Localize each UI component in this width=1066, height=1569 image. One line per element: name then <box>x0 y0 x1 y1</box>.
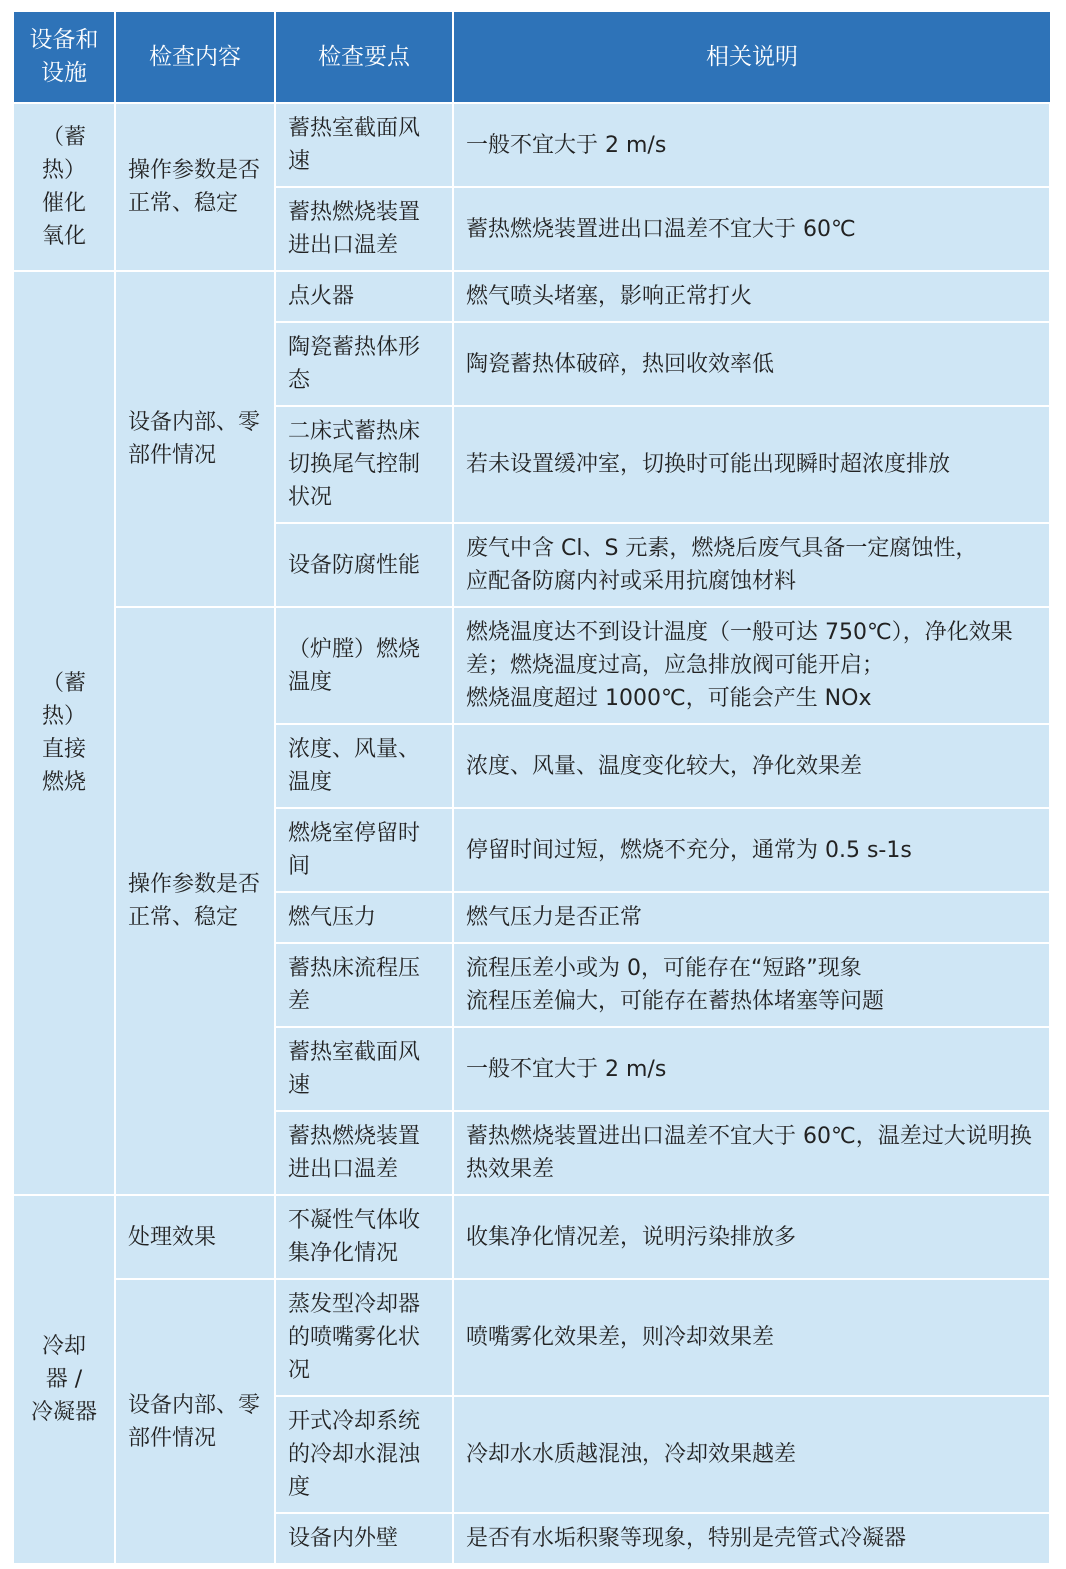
point-cell: 蓄热室截面风速 <box>275 1027 453 1111</box>
table-row <box>14 103 1050 187</box>
note-cell: 燃烧温度达不到设计温度（一般可达 750℃），净化效果差；燃烧温度过高，应急排放阀可能开启； 燃烧温度超过 1000℃，可能会产生 NOx <box>453 607 1050 724</box>
header-device: 设备和 设施 <box>14 12 115 103</box>
content-cell: 设备内部、零部件情况 <box>115 1279 275 1564</box>
point-cell: （炉膛）燃烧温度 <box>275 607 453 724</box>
header-row <box>14 12 1050 103</box>
header-content: 检查内容 <box>115 12 275 103</box>
table-row <box>14 607 1050 724</box>
table-row <box>14 1279 1050 1396</box>
note-cell: 喷嘴雾化效果差，则冷却效果差 <box>453 1279 1050 1396</box>
point-cell: 蓄热室截面风速 <box>275 103 453 187</box>
note-cell: 蓄热燃烧装置进出口温差不宜大于 60℃ <box>453 187 1050 271</box>
note-cell: 燃气压力是否正常 <box>453 892 1050 943</box>
point-cell: 开式冷却系统的冷却水混浊度 <box>275 1396 453 1513</box>
note-cell: 浓度、风量、温度变化较大，净化效果差 <box>453 724 1050 808</box>
content-cell: 设备内部、零部件情况 <box>115 271 275 607</box>
device-cell: （蓄热） 直接 燃烧 <box>14 271 115 1195</box>
content-cell: 处理效果 <box>115 1195 275 1279</box>
table-row <box>14 1195 1050 1279</box>
point-cell: 设备防腐性能 <box>275 523 453 607</box>
header-notes: 相关说明 <box>453 12 1050 103</box>
point-cell: 二床式蓄热床切换尾气控制状况 <box>275 406 453 523</box>
point-cell: 蒸发型冷却器的喷嘴雾化状况 <box>275 1279 453 1396</box>
point-cell: 陶瓷蓄热体形态 <box>275 322 453 406</box>
note-cell: 废气中含 Cl、S 元素，燃烧后废气具备一定腐蚀性， 应配备防腐内衬或采用抗腐蚀材料 <box>453 523 1050 607</box>
note-cell: 冷却水水质越混浊，冷却效果越差 <box>453 1396 1050 1513</box>
note-cell: 陶瓷蓄热体破碎，热回收效率低 <box>453 322 1050 406</box>
note-cell: 收集净化情况差，说明污染排放多 <box>453 1195 1050 1279</box>
inspection-table <box>14 12 1051 1565</box>
point-cell: 燃气压力 <box>275 892 453 943</box>
note-cell: 一般不宜大于 2 m/s <box>453 1027 1050 1111</box>
content-cell: 操作参数是否正常、稳定 <box>115 103 275 271</box>
note-cell: 燃气喷头堵塞，影响正常打火 <box>453 271 1050 322</box>
table-row <box>14 271 1050 322</box>
note-cell: 是否有水垢积聚等现象，特别是壳管式冷凝器 <box>453 1513 1050 1564</box>
device-cell: （蓄热） 催化 氧化 <box>14 103 115 271</box>
note-cell: 流程压差小或为 0，可能存在“短路”现象 流程压差偏大，可能存在蓄热体堵塞等问题 <box>453 943 1050 1027</box>
point-cell: 点火器 <box>275 271 453 322</box>
point-cell: 蓄热燃烧装置进出口温差 <box>275 187 453 271</box>
note-cell: 若未设置缓冲室，切换时可能出现瞬时超浓度排放 <box>453 406 1050 523</box>
note-cell: 蓄热燃烧装置进出口温差不宜大于 60℃，温差过大说明换热效果差 <box>453 1111 1050 1195</box>
point-cell: 设备内外壁 <box>275 1513 453 1564</box>
note-cell: 停留时间过短，燃烧不充分，通常为 0.5 s-1s <box>453 808 1050 892</box>
point-cell: 蓄热燃烧装置进出口温差 <box>275 1111 453 1195</box>
content-cell: 操作参数是否正常、稳定 <box>115 607 275 1195</box>
note-cell: 一般不宜大于 2 m/s <box>453 103 1050 187</box>
header-points: 检查要点 <box>275 12 453 103</box>
device-cell: 冷却 器 / 冷凝器 <box>14 1195 115 1564</box>
point-cell: 浓度、风量、温度 <box>275 724 453 808</box>
point-cell: 燃烧室停留时间 <box>275 808 453 892</box>
point-cell: 不凝性气体收集净化情况 <box>275 1195 453 1279</box>
point-cell: 蓄热床流程压差 <box>275 943 453 1027</box>
